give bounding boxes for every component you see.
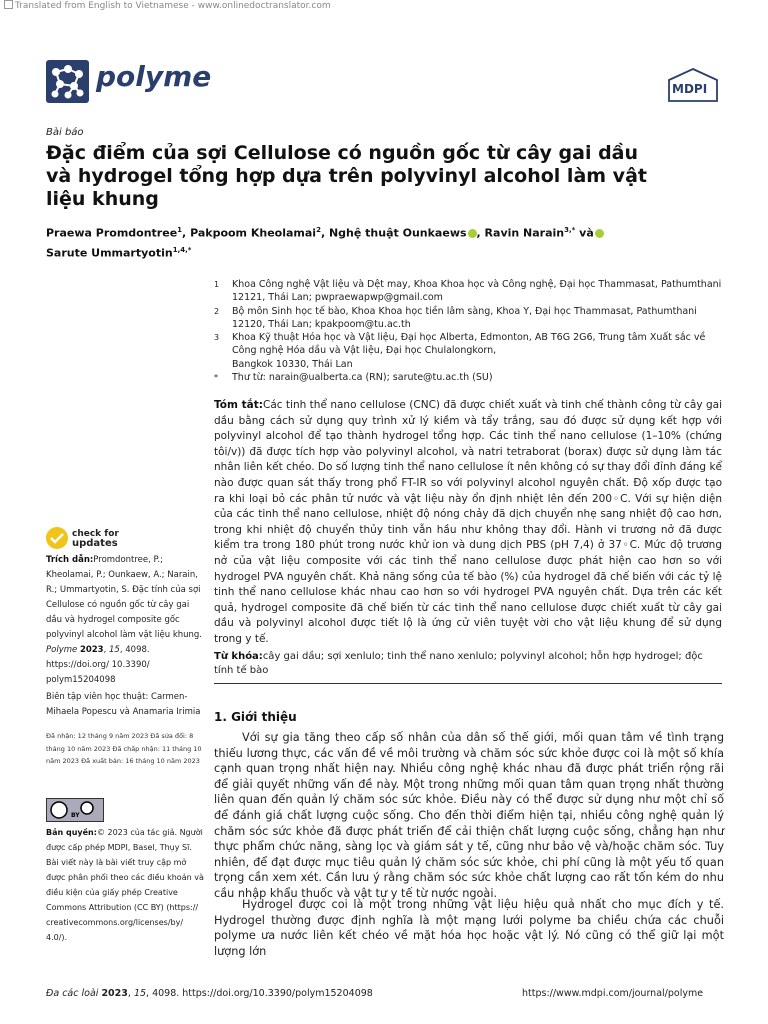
keywords-text: cây gai dầu; sợi xenlulo; tinh thể nano xenlulo; polyvinyl alcohol; hỗn hợp hydrogel; độc tính tế bào (214, 651, 703, 676)
footer-doi-link[interactable]: , 4098. https://doi.org/10.3390/polym15204098 (146, 988, 373, 999)
publisher-name: MDPI (672, 82, 708, 96)
abstract-label: Tóm tắt: (214, 399, 263, 411)
article-title: Đặc điểm của sợi Cellulose có nguồn gốc từ cây gai dầu và hydrogel tổng hợp dựa trên polyvinyl alcohol làm vật liệu khung (46, 142, 647, 210)
author-name[interactable]: Sarute Ummartyotin (46, 246, 173, 260)
footer-citation: Đa các loài 2023, 15, 4098. https://doi.org/10.3390/polym15204098 (46, 988, 373, 999)
check-label: check for updates (72, 529, 119, 549)
paragraph-1: Với sự gia tăng theo cấp số nhân của dân số thế giới, mối quan tâm về tình trạng thiếu lương thực, các vấn đề về môi trường và chăm sóc sức khỏe được coi là một số khía cạnh quan trọng nhất hiện nay. Nhiều công nghệ khác nhau đã được phát triển rộng rãi để giải quyết những vấn đề này. Một trong những mối quan tâm quan trọng nhất thường liên quan đến quản lý chăm sóc sức khỏe. Điều này có thể được sử dụng như một chỉ số để đánh giá chất lượng cuộc sống. Cho đến thời điểm hiện tại, nhiều công nghệ quản lý chăm sóc sức khỏe đã được phát triển để cải thiện chất lượng cuộc sống, chẳng hạn như thực phẩm chức năng, sàng lọc và giám sát y tế, cũng như bảo vệ và/hoặc chăm sóc. Tuy nhiên, để đạt được mục tiêu quản lý chăm sóc sức khỏe, chi phí cũng là một yếu tố quan trọng cần xem xét. Cần lưu ý rằng chăm sóc sức khỏe chất lượng cao rất tốn kém do nhu cầu nhập khẩu thuốc và vật tư y tế từ nước ngoài. (214, 731, 724, 900)
affiliation-2: 2 Bộ môn Sinh học tế bào, Khoa Khoa học tiền lâm sàng, Khoa Y, Đại học Thammasat, Pathumthani 12120, Thái Lan; kpakpoom@tu.ac.th (214, 306, 697, 330)
affiliation-3: 3 Khoa Kỹ thuật Hóa học và Vật liệu, Đại học Alberta, Edmonton, AB T6G 2G6, Trung tâm Xuất sắc về Công nghệ Hóa dầu và Vật liệu, Đại học Chulalongkorn, (214, 332, 706, 356)
publication-dates: Đã nhận: 12 tháng 9 năm 2023 Đã sửa đổi: 8 tháng 10 năm 2023 Đã chấp nhận: 11 tháng 10 năm 2023 Đã xuất bản: 16 tháng 10 năm 2023 (46, 732, 202, 765)
journal-logo-icon (46, 60, 89, 103)
translation-notice: Translated from English to Vietnamese - www.onlinedoctranslator.com (4, 0, 331, 11)
keywords-label: Từ khóa: (214, 651, 263, 662)
publisher-logo (668, 68, 718, 102)
affiliation-3-cont: Bangkok 10330, Thái Lan (232, 359, 353, 370)
author-name[interactable]: Praewa Promdontree (46, 226, 178, 240)
section-divider (214, 683, 722, 684)
academic-editors: Biên tập viên học thuật: Carmen-Mihaela Popescu và Anamaria Irimia (46, 692, 201, 717)
orcid-icon[interactable] (595, 229, 604, 238)
copyright: Bản quyền:© 2023 của tác giả. Người được cấp phép MDPI, Basel, Thụy Sĩ. Bài viết này là bài viết truy cập mở được phân phối theo các điều khoản và điều kiện của giấy phép Creative Commons Attribution (CC BY) (https:// creativecommons.org/licenses/by/ 4.0/). (46, 828, 204, 942)
affiliation-1: 1 Khoa Công nghệ Vật liệu và Dệt may, Khoa Khoa học và Công nghệ, Đại học Thammasat, Pathumthani 12121, Thái Lan; pwpraewapwp@gmail.com (214, 279, 722, 303)
section-heading: 1. Giới thiệu (214, 710, 297, 724)
correspondence: * Thư từ: narain@ualberta.ca (RN); sarute@tu.ac.th (SU) (214, 372, 493, 383)
check-icon (46, 527, 68, 549)
article-type: Bài báo (46, 127, 84, 138)
cc-license-icon[interactable] (46, 798, 104, 822)
cc-license-label: BY (71, 812, 80, 819)
citation-doi-link[interactable]: , 4098. https://doi.org/ 10.3390/ polym15204098 (46, 645, 150, 685)
author-name[interactable]: Pakpoom Kheolamai (190, 226, 317, 240)
author-name[interactable]: Nghệ thuật Ounkaews (328, 226, 467, 240)
journal-name: polyme (96, 60, 212, 93)
paragraph-2: Hydrogel được coi là một trong những vật liệu hiệu quả nhất cho mục đích y tế. Hydrogel thường được định nghĩa là một mạng lưới polyme ba chiều chứa các chuỗi polyme ưa nước liên kết chéo về mặt hóa học hoặc vật lý. Nó cũng có thể giữ lại một lượng lớn (214, 898, 724, 958)
check-for-updates-button[interactable] (46, 527, 166, 551)
citation: Trích dẫn:Promdontree, P.; Kheolamai, P.; Ounkaew, A.; Narain, R.; Ummartyotin, S. Đặc tính của sợi Cellulose có nguồn gốc từ cây gai dầu và hydrogel composite gốc polyvinyl alcohol làm vật liệu khung. Polyme 2023, 15, 4098. https://doi.org/ 10.3390/ polym15204098 (46, 555, 203, 685)
footer-journal-link[interactable]: https://www.mdpi.com/journal/polyme (522, 988, 704, 999)
author-name[interactable]: Ravin Narain (484, 226, 565, 240)
abstract (214, 398, 722, 648)
translate-icon (4, 0, 13, 9)
author-list: Praewa Promdontree$^1$, Pakpoom Kheolamai$^2$, Nghệ thuật Ounkaews , Ravin Narain$^{3,*}$ và Sarute Ummartyotin$^{1,4,*}$ (46, 222, 666, 261)
abstract-text: Các tinh thể nano cellulose (CNC) đã được chiết xuất và tinh chế thành công từ cây gai dầu bằng cách sử dụng quy trình xử lý kiềm và tẩy trắng, sau đó được sử dụng kết hợp với polyvinyl alcohol để tạo thành hydrogel tổng hợp. Các tinh thể nano cellulose (1–10% (chứng tôi/v)) đã được tích hợp vào polyvinyl alcohol, và natri tetraborat (borax) được sử dụng làm tác nhân liên kết chéo. Do số lượng tinh thể nano cellulose ít nên không có sự thay đổi đỉnh đáng kể nào được quan sát thấy trong phổ FT-IR so với polyvinyl alcohol nguyên chất. Độ xốp được tạo ra khi loại bỏ các phân tử nước và vật liệu này ổn định nhiệt lên đến 200◦C. Với sự hiện diện của các tinh thể nano cellulose, nhiệt độ nóng chảy đã dịch chuyển nhẹ sang nhiệt độ cao hơn, trong khi nhiệt độ chuyển thủy tinh vẫn hầu như không thay đổi. Hành vi trương nở đã được kiểm tra trong 180 phút trong nước khử ion và dung dịch PBS (pH 7,4) ở 37◦C. Mức độ trương nở của vật liệu composite với các tinh thể nano cellulose được phát hiện cao hơn so với hydrogel PVA nguyên chất. Khả năng sống của tế bào (%) của hydrogel đã chế biến với các tỷ lệ tinh thể nano cellulose khác nhau cao hơn so với hydrogel PVA nguyên chất. Dựa trên các kết quả, hydrogel composite đã chế biến từ các tinh thể nano cellulose được chiết xuất từ cây gai dầu và polyvinyl alcohol được tiết lộ là ứng cử viên tuyệt vời cho vật liệu khung để sử dụng trong y tế. (214, 399, 723, 645)
orcid-icon[interactable] (468, 229, 477, 238)
keywords (214, 650, 722, 678)
